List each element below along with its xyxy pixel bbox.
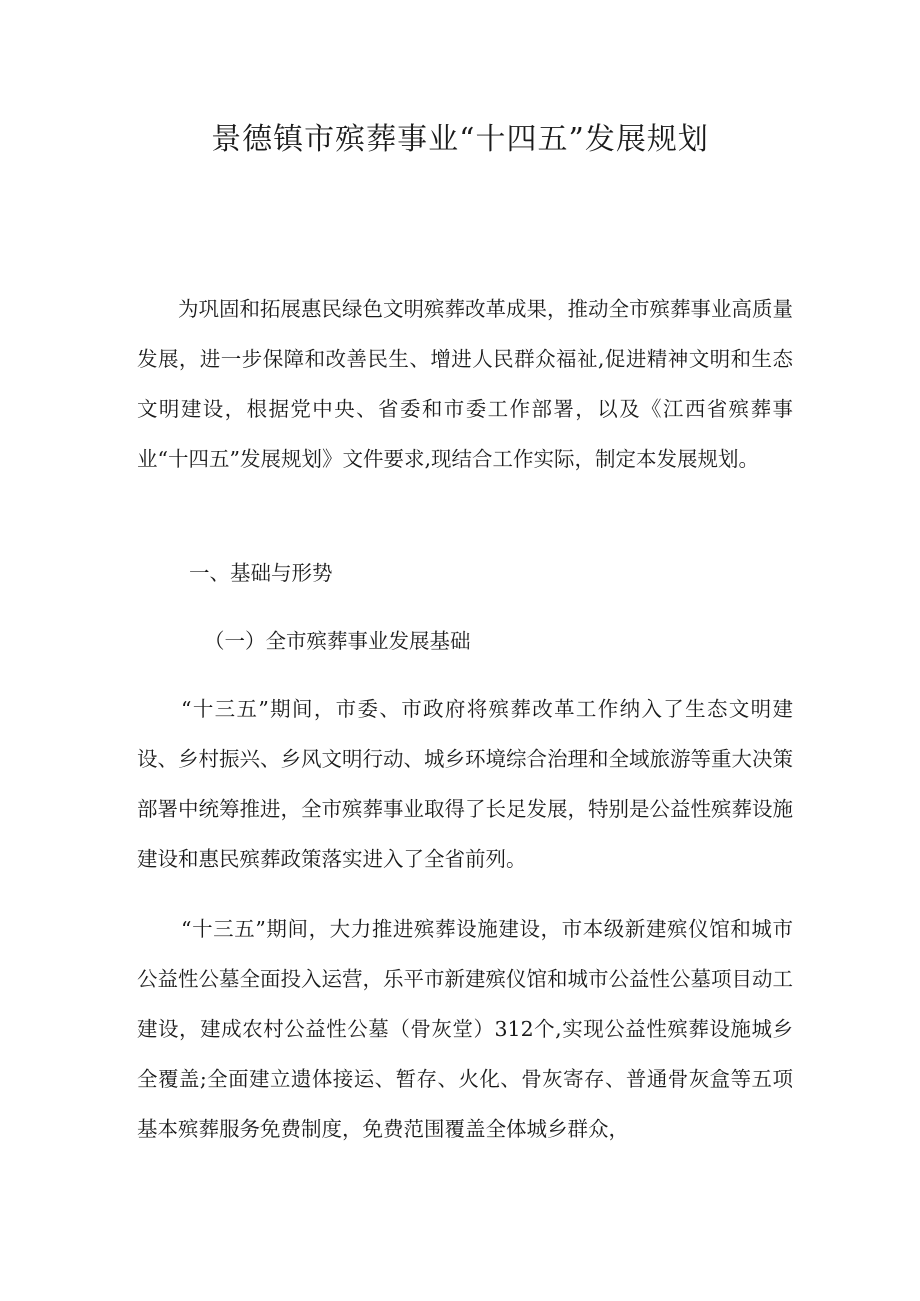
section-heading: 一、基础与形势 [189, 561, 333, 585]
basis-paragraph-1: “十三五”期间，市委、市政府将殡葬改革工作纳入了生态文明建设、乡村振兴、乡风文明行动、城乡环境综合治理和全域旅游等重大决策部署中统筹推进，全市殡葬事业取得了长足发展，特别是公益性殡葬设施建设和惠民殡葬政策落实进入了全省前列。 [137, 697, 793, 871]
basis-paragraph-2: “十三五”期间，大力推进殡葬设施建设，市本级新建殡仪馆和城市公益性公墓全面投入运营，乐平市新建殡仪馆和城市公益性公墓项目动工建设，建成农村公益性公墓（骨灰堂）312个,实现公益性殡葬设施城乡全覆盖;全面建立遗体接运、暂存、火化、骨灰寄存、普通骨灰盒等五项基本殡葬服务免费制度，免费范围覆盖全体城乡群众， [137, 917, 793, 1141]
document-title: 景德镇市殡葬事业“十四五”发展规划 [211, 122, 709, 157]
subsection-heading: （一）全市殡葬事业发展基础 [204, 629, 471, 653]
intro-paragraph: 为巩固和拓展惠民绿色文明殡葬改革成果，推动全市殡葬事业高质量发展，进一步保障和改善民生、增进人民群众福祉,促进精神文明和生态文明建设，根据党中央、省委和市委工作部署，以及《江西省殡葬事业“十四五”发展规划》文件要求,现结合工作实际，制定本发展规划。 [137, 297, 793, 471]
